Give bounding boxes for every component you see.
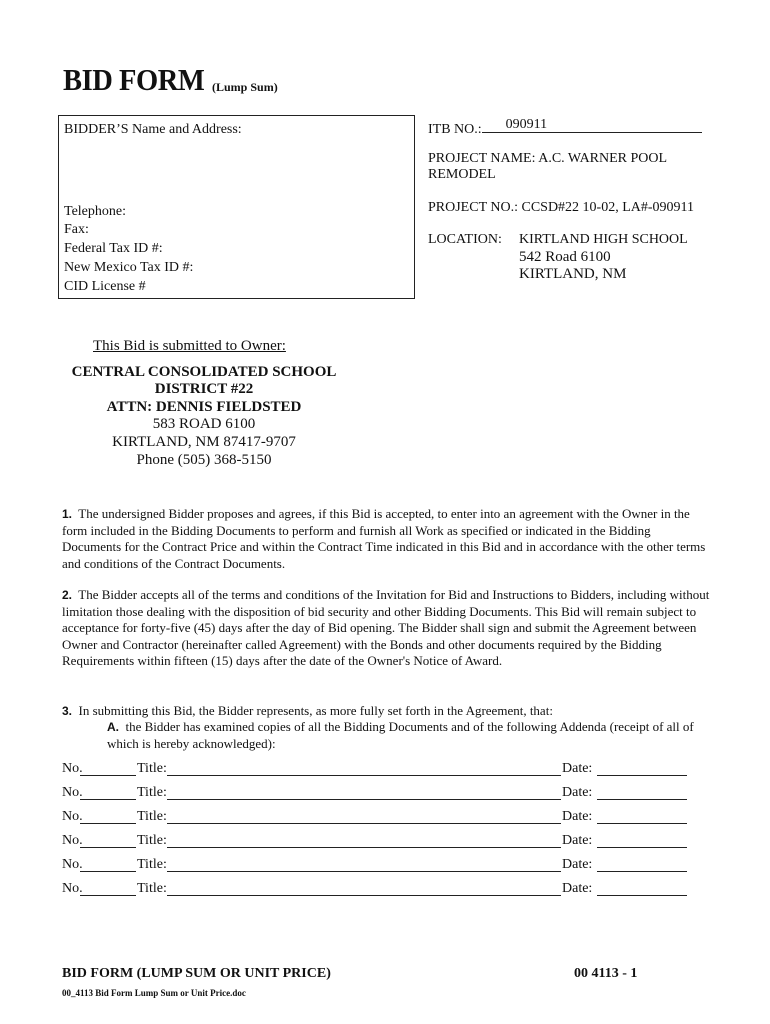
page-title: BID FORM bbox=[63, 62, 205, 97]
owner-intro: This Bid is submitted to Owner: bbox=[93, 338, 286, 354]
itb-label: ITB NO.: bbox=[428, 122, 482, 137]
paragraph-3: 3. In submitting this Bid, the Bidder represents, as more fully set forth in the Agreement, that: bbox=[62, 703, 553, 718]
addendum-date-label: Date: bbox=[562, 761, 593, 776]
footer-filename: 00_4113 Bid Form Lump Sum or Unit Price.doc bbox=[62, 988, 246, 998]
addendum-no-label: No. bbox=[62, 857, 83, 872]
addendum-date-label: Date: bbox=[562, 857, 593, 872]
owner-city: KIRTLAND, NM 87417-9707 bbox=[112, 434, 296, 450]
addendum-date-label: Date: bbox=[562, 785, 593, 800]
paragraph-2: 2. The Bidder accepts all of the terms and conditions of the Invitation for Bid and Instructions to Bidders, including without limitation those dealing with the disposition of bid security and other Bidding Documents. This Bid will remain subject to acceptance for forty-five (45) days after the day of Bid opening. The Bidder shall sign and submit the Agreement between Owner and Contractor (hereinafter called Agreement) with the Bonds and other documents required by the Bidding Requirements within fifteen (15) days after the date of the Owner's Notice of Award. bbox=[62, 587, 710, 669]
addendum-date-field[interactable] bbox=[597, 895, 687, 896]
project-number: PROJECT NO.: CCSD#22 10-02, LA#-090911 bbox=[428, 200, 695, 215]
addendum-no-label: No. bbox=[62, 785, 83, 800]
addendum-title-label: Title: bbox=[137, 857, 167, 872]
itb-value: 090911 bbox=[505, 117, 548, 132]
owner-phone: Phone (505) 368-5150 bbox=[136, 452, 272, 468]
addendum-row bbox=[62, 856, 702, 874]
addendum-no-field[interactable] bbox=[80, 799, 136, 800]
addendum-date-field[interactable] bbox=[597, 871, 687, 872]
addendum-title-field[interactable] bbox=[167, 895, 561, 896]
addendum-no-field[interactable] bbox=[80, 895, 136, 896]
footer-page-number: 00 4113 - 1 bbox=[574, 966, 638, 981]
owner-address: 583 ROAD 6100 bbox=[152, 416, 256, 432]
cid-license-label: CID License # bbox=[64, 279, 146, 294]
addendum-date-field[interactable] bbox=[597, 847, 687, 848]
addendum-no-label: No. bbox=[62, 761, 83, 776]
addendum-no-field[interactable] bbox=[80, 775, 136, 776]
addendum-title-label: Title: bbox=[137, 833, 167, 848]
telephone-label: Telephone: bbox=[64, 204, 126, 219]
addendum-title-field[interactable] bbox=[167, 775, 561, 776]
addendum-no-field[interactable] bbox=[80, 847, 136, 848]
bidder-name-address-label: BIDDER’S Name and Address: bbox=[64, 122, 242, 137]
nm-tax-id-label: New Mexico Tax ID #: bbox=[64, 260, 194, 275]
addendum-title-field[interactable] bbox=[167, 847, 561, 848]
addendum-row bbox=[62, 784, 702, 802]
addendum-title-label: Title: bbox=[137, 809, 167, 824]
addendum-row bbox=[62, 880, 702, 898]
addendum-row bbox=[62, 832, 702, 850]
addendum-date-field[interactable] bbox=[597, 823, 687, 824]
owner-line2: DISTRICT #22 bbox=[154, 381, 254, 397]
addendum-title-label: Title: bbox=[137, 785, 167, 800]
addendum-title-field[interactable] bbox=[167, 799, 561, 800]
addendum-date-label: Date: bbox=[562, 833, 593, 848]
paragraph-3a: A. the Bidder has examined copies of all the Bidding Documents and of the following Addenda (receipt of all of which is hereby acknowledged): bbox=[107, 719, 694, 751]
fax-label: Fax: bbox=[64, 222, 89, 237]
addendum-title-label: Title: bbox=[137, 881, 167, 896]
project-name-line1: PROJECT NAME: A.C. WARNER POOL bbox=[428, 151, 668, 166]
itb-number bbox=[428, 118, 702, 139]
itb-field bbox=[482, 118, 702, 133]
addendum-date-label: Date: bbox=[562, 881, 593, 896]
addendum-title-field[interactable] bbox=[167, 871, 561, 872]
footer-form-title: BID FORM (LUMP SUM OR UNIT PRICE) bbox=[62, 966, 331, 981]
addendum-no-field[interactable] bbox=[80, 871, 136, 872]
project-name-line2: REMODEL bbox=[428, 167, 496, 182]
addendum-title-label: Title: bbox=[137, 761, 167, 776]
addendum-no-label: No. bbox=[62, 881, 83, 896]
location-line2: 542 Road 6100 bbox=[519, 249, 611, 265]
federal-tax-id-label: Federal Tax ID #: bbox=[64, 241, 163, 256]
owner-attn: ATTN: DENNIS FIELDSTED bbox=[106, 399, 302, 415]
addendum-no-field[interactable] bbox=[80, 823, 136, 824]
location-line1: KIRTLAND HIGH SCHOOL bbox=[519, 232, 688, 247]
addendum-row bbox=[62, 760, 702, 778]
addendum-no-label: No. bbox=[62, 833, 83, 848]
location-label: LOCATION: bbox=[428, 232, 502, 247]
location-line3: KIRTLAND, NM bbox=[519, 266, 627, 282]
addendum-date-label: Date: bbox=[562, 809, 593, 824]
addendum-date-field[interactable] bbox=[597, 775, 687, 776]
addendum-row bbox=[62, 808, 702, 826]
page-subtitle: (Lump Sum) bbox=[212, 80, 278, 94]
paragraph-1: 1. The undersigned Bidder proposes and agrees, if this Bid is accepted, to enter into an agreement with the Owner in the form included in the Bidding Documents to perform and furnish all Work as specified or indicated in the Bidding Documents for the Contract Price and within the Contract Time indicated in this Bid and in accordance with the other terms and conditions of the Contract Documents. bbox=[62, 506, 706, 571]
addendum-date-field[interactable] bbox=[597, 799, 687, 800]
addendum-no-label: No. bbox=[62, 809, 83, 824]
addendum-title-field[interactable] bbox=[167, 823, 561, 824]
owner-line1: CENTRAL CONSOLIDATED SCHOOL bbox=[71, 364, 337, 380]
